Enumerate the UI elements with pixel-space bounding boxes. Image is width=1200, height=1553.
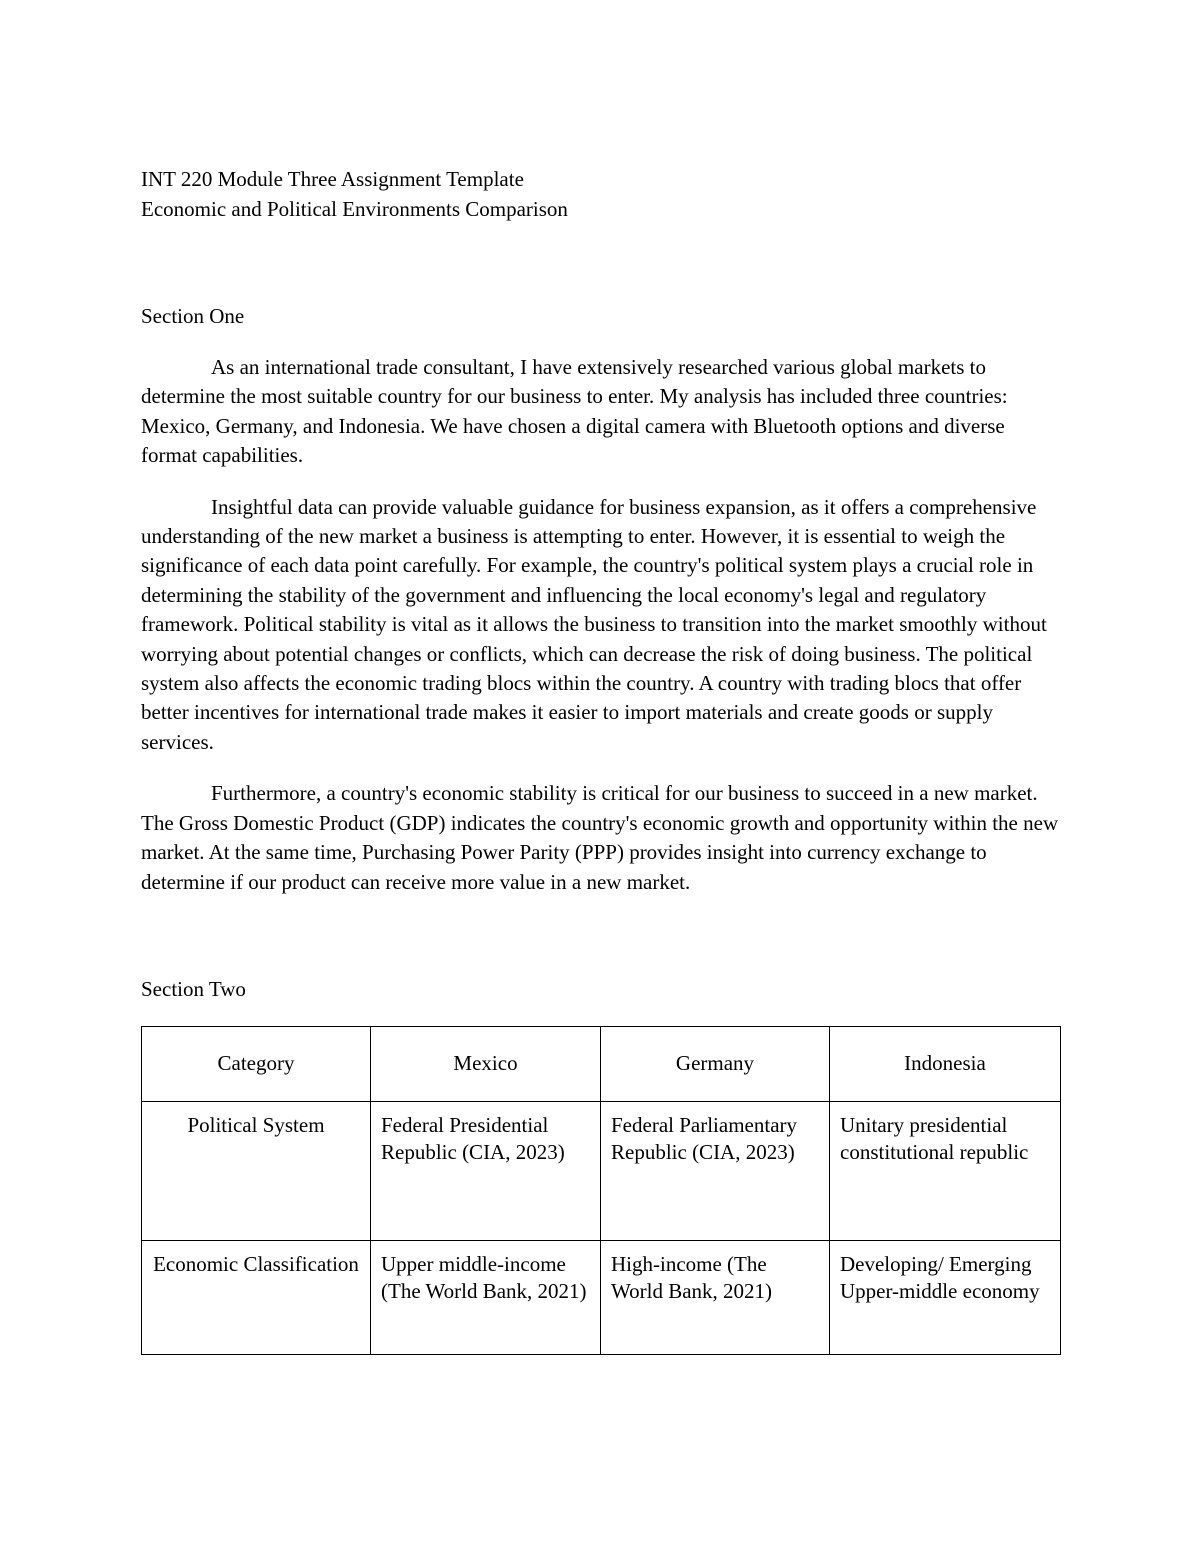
table-row	[142, 1240, 1061, 1354]
row-category-cell: Economic Classification	[142, 1240, 371, 1354]
document-title: INT 220 Module Three Assignment Template	[141, 167, 524, 191]
paragraph: Furthermore, a country's economic stability is critical for our business to succeed in a new market. The Gross Domestic Product (GDP) indicates the country's economic growth and opportunity within the new market. At the same time, Purchasing Power Parity (PPP) provides insight into currency exchange to determine if our product can receive more value in a new market.	[141, 781, 1059, 894]
paragraph: As an international trade consultant, I have extensively researched various global markets to determine the most suitable country for our business to enter. My analysis has included three countries: Mexico, Germany, and Indonesia. We have chosen a digital camera with Bluetooth options and diverse format capabilities.	[141, 355, 1008, 468]
table-header-row	[142, 1026, 1061, 1101]
table-cell: Upper middle-income (The World Bank, 2021)	[371, 1240, 601, 1354]
section-two-heading: Section Two	[141, 976, 246, 1001]
table-header-cell: Mexico	[371, 1026, 601, 1101]
table-header-cell: Category	[142, 1026, 371, 1101]
section-one-heading: Section One	[141, 304, 245, 328]
comparison-table	[141, 1026, 1061, 1355]
document-subtitle: Economic and Political Environments Comparison	[141, 197, 568, 221]
row-category-cell: Political System	[142, 1101, 371, 1240]
table-cell: High-income (The World Bank, 2021)	[601, 1240, 830, 1354]
table-cell: Developing/ Emerging Upper-middle economy	[830, 1240, 1061, 1354]
table-row	[142, 1101, 1061, 1240]
paragraph: Insightful data can provide valuable guidance for business expansion, as it offers a comprehensive understanding of the new market a business is attempting to enter. However, it is essential to weigh the significance of each data point carefully. For example, the country's political system plays a crucial role in determining the stability of the government and influencing the local economy's legal and regulatory framework. Political stability is vital as it allows the business to transition into the market smoothly without worrying about potential changes or conflicts, which can decrease the risk of doing business. The political system also affects the economic trading blocs within the country. A country with trading blocs that offer better incentives for international trade makes it easier to import materials and create goods or supply services.	[141, 494, 1047, 754]
document-page	[141, 164, 1061, 1355]
table-cell: Federal Parliamentary Republic (CIA, 2023)	[601, 1101, 830, 1240]
table-header-cell: Germany	[601, 1026, 830, 1101]
table-cell: Federal Presidential Republic (CIA, 2023)	[371, 1101, 601, 1240]
table-header-cell: Indonesia	[830, 1026, 1061, 1101]
table-cell: Unitary presidential constitutional republic	[830, 1101, 1061, 1240]
